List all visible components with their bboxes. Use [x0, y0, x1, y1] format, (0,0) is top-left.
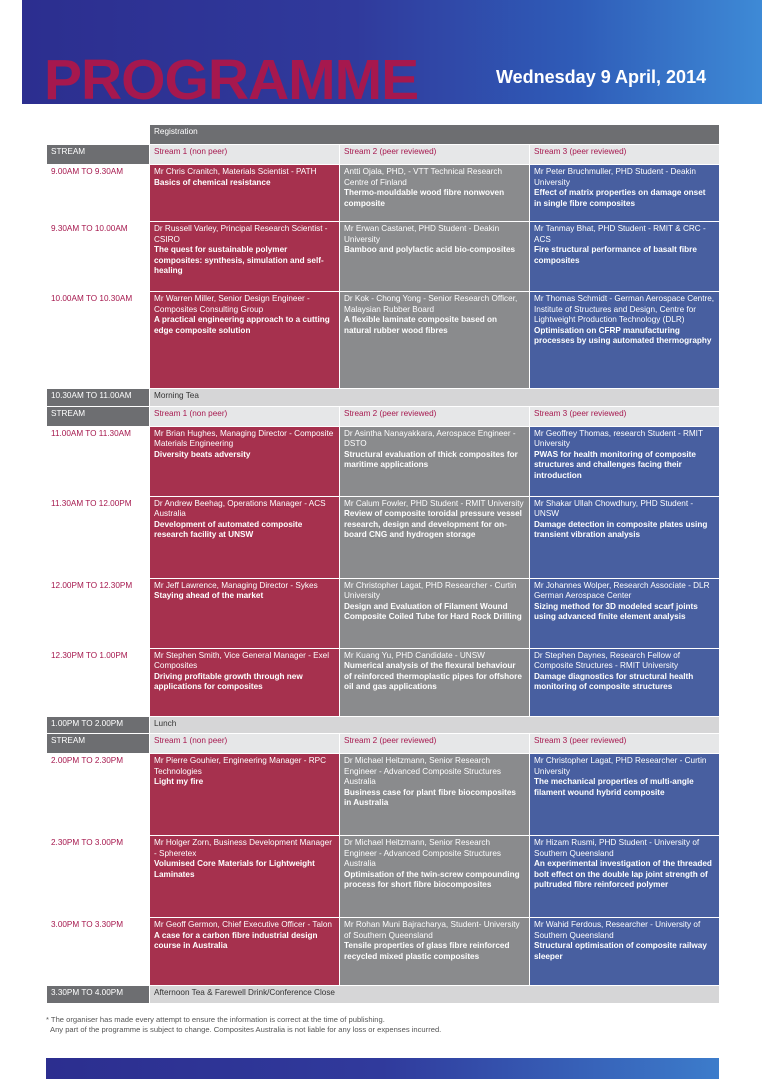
talk-title: Thermo-mouldable wood fibre nonwoven composite	[344, 188, 505, 208]
stream-2-session	[340, 918, 530, 986]
session-time: 11.30AM TO 12.00PM	[47, 496, 150, 578]
talk-title: Review of composite toroidal pressure vessel research, design and development for on-board CNG and hydrogen storage	[344, 509, 522, 539]
speaker: Dr Michael Heitzmann, Senior Research Engineer - Advanced Composite Structures Australia	[344, 838, 502, 868]
talk-title: A case for a carbon fibre industrial design course in Australia	[154, 930, 318, 950]
talk-title: Damage diagnostics for structural health monitoring of composite structures	[534, 671, 694, 691]
speaker: Mr Kuang Yu, PHD Candidate - UNSW	[344, 650, 485, 660]
stream-2-session	[340, 754, 530, 836]
speaker: Dr Kok - Chong Yong - Senior Research Officer, Malaysian Rubber Board	[344, 294, 518, 314]
disclaimer-note	[46, 1015, 726, 1035]
break-row-lunch	[47, 716, 720, 734]
break-time: 3.30PM TO 4.00PM	[47, 986, 150, 1004]
disclaimer-line-1: * The organiser has made every attempt to ensure the information is correct at the time of publishing.	[46, 1015, 385, 1024]
talk-title: Bamboo and polylactic acid bio-composites	[344, 245, 516, 254]
break-time: 1.00PM TO 2.00PM	[47, 716, 150, 734]
talk-title: Optimisation of the twin-screw compounding process for short fibre biocomposites	[344, 869, 520, 889]
speaker: Mr Geoff Germon, Chief Executive Officer - Talon	[154, 920, 332, 929]
session-row	[47, 496, 720, 578]
session-time: 12.30PM TO 1.00PM	[47, 648, 150, 716]
stream-1-session	[150, 918, 340, 986]
talk-title: Tensile properties of glass fibre reinforced recycled mixed plastic composites	[344, 941, 510, 961]
talk-title: Business case for plant fibre biocomposites in Australia	[344, 787, 516, 807]
speaker: Mr Stephen Smith, Vice General Manager - Exel Composites	[154, 650, 330, 670]
stream-2-session	[340, 836, 530, 918]
event-date: Wednesday 9 April, 2014	[496, 67, 707, 87]
speaker: Mr Geoffrey Thomas, research Student - RMIT University	[534, 428, 703, 448]
talk-title: PWAS for health monitoring of composite structures and challenges facing their introduction	[534, 449, 696, 480]
speaker: Mr Tanmay Bhat, PHD Student - RMIT & CRC - ACS	[534, 224, 706, 244]
stream-2-session	[340, 222, 530, 292]
speaker: Mr Shakar Ullah Chowdhury, PHD Student - UNSW	[534, 498, 694, 518]
session-row	[47, 836, 720, 918]
stream-1-session	[150, 754, 340, 836]
speaker: Mr Christopher Lagat, PHD Researcher - Curtin University	[344, 580, 517, 600]
talk-title: Staying ahead of the market	[154, 591, 264, 600]
stream-3-session	[530, 578, 720, 648]
break-label: Lunch	[150, 716, 720, 734]
speaker: Dr Michael Heitzmann, Senior Research Engineer - Advanced Composite Structures Australia	[344, 756, 502, 786]
talk-title: Effect of matrix properties on damage onset in single fibre composites	[534, 188, 706, 208]
talk-title: Sizing method for 3D modeled scarf joints using advanced finite element analysis	[534, 601, 698, 621]
speaker: Mr Calum Fowler, PHD Student - RMIT University	[344, 498, 524, 508]
speaker: Dr Andrew Beehag, Operations Manager - ACS Australia	[154, 498, 326, 518]
speaker: Mr Jeff Lawrence, Managing Director - Sykes	[154, 580, 318, 590]
stream-2-session	[340, 496, 530, 578]
speaker: Mr Rohan Muni Bajracharya, Student- University of Southern Queensland	[344, 920, 520, 940]
speaker: Mr Christopher Lagat, PHD Researcher - Curtin University	[534, 756, 707, 776]
session-time: 11.00AM TO 11.30AM	[47, 426, 150, 496]
stream-3-session	[530, 426, 720, 496]
talk-title: Numerical analysis of the flexural behaviour of reinforced thermoplastic pipes for offshore oil and gas applications	[344, 661, 522, 691]
talk-title: Volumised Core Materials for Lightweight Laminates	[154, 859, 315, 879]
break-row-morning-tea	[47, 389, 720, 407]
footer-bar	[46, 1058, 719, 1079]
talk-title: An experimental investigation of the threaded bolt effect on the double lap joint strength of pultruded fibre reinforced polymer	[534, 859, 712, 889]
session-time: 2.30PM TO 3.00PM	[47, 836, 150, 918]
break-time: 10.30AM TO 11.00AM	[47, 389, 150, 407]
stream-1-session	[150, 578, 340, 648]
stream-2-session	[340, 648, 530, 716]
registration-row	[47, 125, 720, 145]
stream-1-session	[150, 165, 340, 222]
stream-2-session	[340, 165, 530, 222]
session-row	[47, 292, 720, 389]
stream-header-row	[47, 406, 720, 426]
stream-3-session	[530, 496, 720, 578]
session-time: 9.30AM TO 10.00AM	[47, 222, 150, 292]
stream-1-session	[150, 222, 340, 292]
talk-title: Development of automated composite research facility at UNSW	[154, 519, 303, 539]
session-time: 10.00AM TO 10.30AM	[47, 292, 150, 389]
session-row	[47, 754, 720, 836]
stream-3-session	[530, 754, 720, 836]
speaker: Mr Peter Bruchmuller, PHD Student - Deakin University	[534, 167, 696, 187]
break-label: Afternoon Tea & Farewell Drink/Conference Close	[150, 986, 720, 1004]
talk-title: Optimisation on CFRP manufacturing processes by using automated thermography	[534, 325, 712, 345]
session-row	[47, 222, 720, 292]
stream-2-session	[340, 578, 530, 648]
session-time: 3.00PM TO 3.30PM	[47, 918, 150, 986]
talk-title: Diversity beats adversity	[154, 449, 251, 459]
stream-3-session	[530, 222, 720, 292]
stream-2-session	[340, 292, 530, 389]
session-row	[47, 918, 720, 986]
stream-3-session	[530, 292, 720, 389]
stream-label: STREAM	[47, 145, 150, 165]
speaker: Mr Hizam Rusmi, PHD Student - University of Southern Queensland	[534, 838, 700, 858]
session-time: 12.00PM TO 12.30PM	[47, 578, 150, 648]
page-title: PROGRAMME	[44, 48, 419, 104]
break-label: Morning Tea	[150, 389, 720, 407]
registration-label: Registration	[150, 125, 720, 145]
stream-1-label: Stream 1 (non peer)	[150, 145, 340, 165]
stream-3-label: Stream 3 (peer reviewed)	[530, 734, 720, 754]
talk-title: A flexible laminate composite based on natural rubber wood fibres	[344, 315, 498, 335]
speaker: Mr Erwan Castanet, PHD Student - Deakin University	[344, 224, 500, 244]
stream-3-session	[530, 165, 720, 222]
stream-3-label: Stream 3 (peer reviewed)	[530, 145, 720, 165]
talk-title: The mechanical properties of multi-angle filament wound hybrid composite	[534, 777, 694, 797]
talk-title: Structural optimisation of composite railway sleeper	[534, 941, 707, 961]
stream-header-row	[47, 145, 720, 165]
break-row-close	[47, 986, 720, 1004]
stream-2-label: Stream 2 (peer reviewed)	[340, 406, 530, 426]
session-time: 2.00PM TO 2.30PM	[47, 754, 150, 836]
speaker: Mr Johannes Wolper, Research Associate - DLR German Aerospace Center	[534, 580, 710, 600]
stream-2-label: Stream 2 (peer reviewed)	[340, 734, 530, 754]
stream-3-session	[530, 836, 720, 918]
stream-2-label: Stream 2 (peer reviewed)	[340, 145, 530, 165]
disclaimer-line-2: Any part of the programme is subject to change. Composites Australia is not liable for any loss or expenses incurred.	[50, 1024, 442, 1034]
stream-1-session	[150, 292, 340, 389]
stream-label: STREAM	[47, 734, 150, 754]
talk-title: Driving profitable growth through new applications for composites	[154, 671, 303, 691]
stream-3-label: Stream 3 (peer reviewed)	[530, 406, 720, 426]
header-banner	[22, 0, 762, 104]
session-row	[47, 426, 720, 496]
speaker: Antti Ojala, PHD, - VTT Technical Research Centre of Finland	[344, 167, 503, 187]
talk-title: Structural evaluation of thick composites for maritime applications	[344, 449, 518, 469]
speaker: Dr Asintha Nanayakkara, Aerospace Engineer - DSTO	[344, 428, 516, 448]
speaker: Mr Wahid Ferdous, Researcher - University of Southern Queensland	[534, 920, 701, 940]
session-row	[47, 165, 720, 222]
stream-3-session	[530, 648, 720, 716]
speaker: Dr Stephen Daynes, Research Fellow of Composite Structures - RMIT University	[534, 650, 681, 670]
talk-title: Damage detection in composite plates using transient vibration analysis	[534, 519, 708, 539]
session-row	[47, 578, 720, 648]
session-time: 9.00AM TO 9.30AM	[47, 165, 150, 222]
talk-title: Light my fire	[154, 777, 204, 786]
stream-label: STREAM	[47, 406, 150, 426]
session-row	[47, 648, 720, 716]
stream-2-session	[340, 426, 530, 496]
speaker: Mr Brian Hughes, Managing Director - Composite Materials Engineering	[154, 428, 334, 448]
stream-1-session	[150, 836, 340, 918]
talk-title: The quest for sustainable polymer composites: synthesis, simulation and self-healing	[154, 245, 324, 275]
talk-title: Design and Evaluation of Filament Wound Composite Coiled Tube for Hard Rock Drilling	[344, 601, 522, 621]
speaker: Dr Russell Varley, Principal Research Scientist - CSIRO	[154, 224, 328, 244]
talk-title: A practical engineering approach to a cutting edge composite solution	[154, 315, 330, 335]
speaker: Mr Pierre Gouhier, Engineering Manager - RPC Technologies	[154, 756, 327, 776]
programme-table	[46, 124, 720, 1004]
speaker: Mr Warren Miller, Senior Design Engineer - Composites Consulting Group	[154, 294, 310, 314]
talk-title: Basics of chemical resistance	[154, 177, 271, 187]
stream-header-row	[47, 734, 720, 754]
stream-1-session	[150, 648, 340, 716]
stream-1-session	[150, 426, 340, 496]
stream-1-label: Stream 1 (non peer)	[150, 734, 340, 754]
speaker: Mr Chris Cranitch, Materials Scientist - PATH	[154, 167, 317, 176]
speaker: Mr Holger Zorn, Business Development Manager - Spheretex	[154, 838, 332, 858]
stream-3-session	[530, 918, 720, 986]
talk-title: Fire structural performance of basalt fibre composites	[534, 245, 697, 265]
speaker: Mr Thomas Schmidt - German Aerospace Centre, Institute of Structures and Design, Centre for Lightweight Production Technology (DLR)	[534, 294, 715, 324]
stream-1-session	[150, 496, 340, 578]
stream-1-label: Stream 1 (non peer)	[150, 406, 340, 426]
